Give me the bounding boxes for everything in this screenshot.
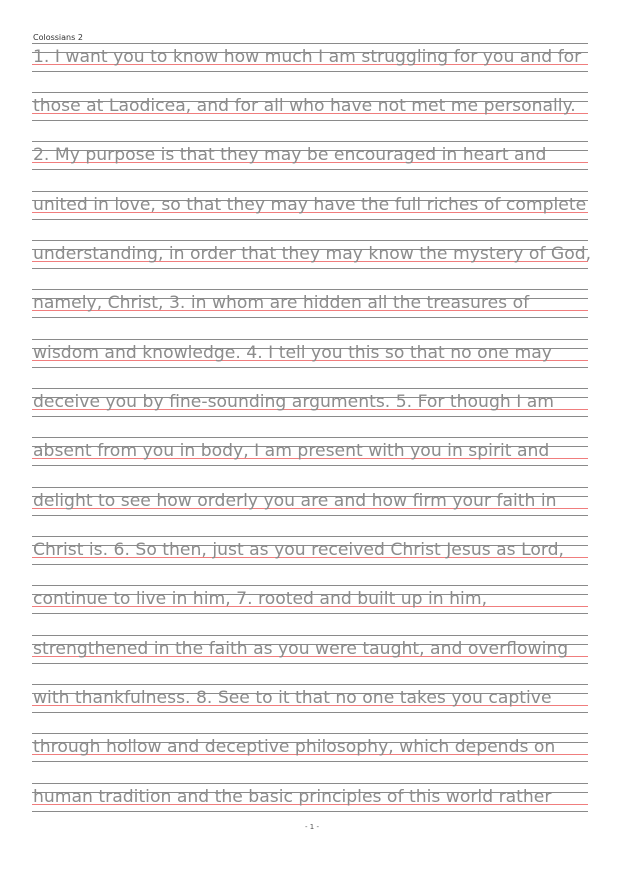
practice-row <box>32 240 592 270</box>
top-guide-line <box>32 684 588 685</box>
top-guide-line <box>32 487 588 488</box>
bottom-guide-line <box>32 416 588 417</box>
trace-text-line: with thankfulness. 8. See to it that no one takes you captive <box>33 688 552 708</box>
trace-text-line: through hollow and deceptive philosophy, which depends on <box>33 737 556 757</box>
trace-text-line: namely, Christ, 3. in whom are hidden all the treasures of <box>33 293 530 313</box>
top-guide-line <box>32 536 588 537</box>
bottom-guide-line <box>32 71 588 72</box>
top-guide-line <box>32 783 588 784</box>
practice-row <box>32 191 588 221</box>
top-guide-line <box>32 388 588 389</box>
practice-row <box>32 635 588 665</box>
top-guide-line <box>32 635 588 636</box>
top-guide-line <box>32 141 588 142</box>
bottom-guide-line <box>32 515 588 516</box>
trace-text-line: understanding, in order that they may know the mystery of God, <box>33 244 592 264</box>
trace-text-line: human tradition and the basic principles of this world rather <box>33 787 552 807</box>
bottom-guide-line <box>32 317 588 318</box>
practice-row <box>32 536 588 566</box>
practice-row <box>32 92 588 122</box>
trace-text-line: 2. My purpose is that they may be encouraged in heart and <box>33 145 547 165</box>
top-guide-line <box>32 240 588 241</box>
handwriting-practice-area <box>32 43 592 819</box>
practice-row <box>32 684 588 714</box>
bottom-guide-line <box>32 761 588 762</box>
trace-text-line: wisdom and knowledge. 4. I tell you this so that no one may <box>33 343 552 363</box>
trace-text-line: Christ is. 6. So then, just as you received Christ Jesus as Lord, <box>33 540 565 560</box>
bottom-guide-line <box>32 120 588 121</box>
trace-text-line: united in love, so that they may have the full riches of complete <box>33 195 587 215</box>
trace-text-line: absent from you in body, I am present with you in spirit and <box>33 441 550 461</box>
trace-text-line: continue to live in him, 7. rooted and built up in him, <box>33 589 488 609</box>
practice-row <box>32 339 588 369</box>
top-guide-line <box>32 191 588 192</box>
bottom-guide-line <box>32 367 588 368</box>
top-guide-line <box>32 289 588 290</box>
top-guide-line <box>32 339 588 340</box>
trace-text-line: those at Laodicea, and for all who have not met me personally. <box>33 96 576 116</box>
practice-row <box>32 43 588 73</box>
page-number: - 1 - <box>305 823 319 831</box>
bottom-guide-line <box>32 564 588 565</box>
bottom-guide-line <box>32 613 588 614</box>
bottom-guide-line <box>32 219 588 220</box>
trace-text-line: delight to see how orderly you are and how firm your faith in <box>33 491 557 511</box>
trace-text-line: deceive you by fine-sounding arguments. 5. For though I am <box>33 392 555 412</box>
bottom-guide-line <box>32 169 588 170</box>
practice-row <box>32 585 588 615</box>
page-title: Colossians 2 <box>33 33 83 42</box>
top-guide-line <box>32 92 588 93</box>
practice-row <box>32 487 588 517</box>
practice-row <box>32 733 588 763</box>
bottom-guide-line <box>32 268 588 269</box>
practice-row <box>32 141 588 171</box>
bottom-guide-line <box>32 712 588 713</box>
bottom-guide-line <box>32 465 588 466</box>
bottom-guide-line <box>32 811 588 812</box>
top-guide-line <box>32 585 588 586</box>
practice-row <box>32 437 588 467</box>
practice-row <box>32 783 588 813</box>
practice-row <box>32 289 588 319</box>
top-guide-line <box>32 437 588 438</box>
practice-row <box>32 388 588 418</box>
trace-text-line: 1. I want you to know how much I am struggling for you and for <box>33 47 582 67</box>
top-guide-line <box>32 733 588 734</box>
trace-text-line: strengthened in the faith as you were taught, and overflowing <box>33 639 569 659</box>
bottom-guide-line <box>32 663 588 664</box>
top-guide-line <box>32 43 588 44</box>
